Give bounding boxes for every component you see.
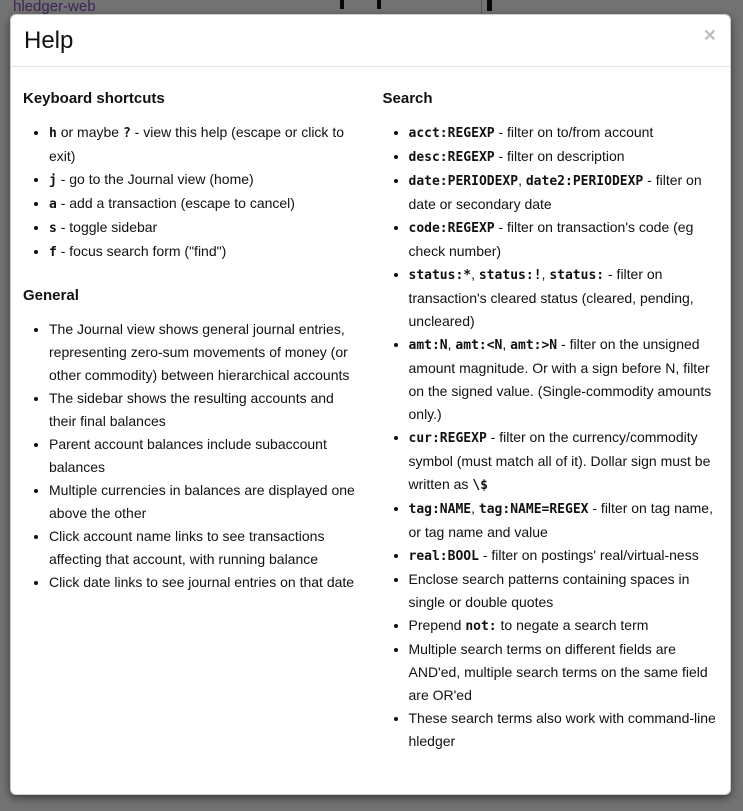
code-term: status: bbox=[549, 268, 605, 283]
help-list bbox=[23, 318, 361, 594]
code-term: desc:REGEXP bbox=[408, 150, 495, 165]
list-item: • Enclose search patterns containing spaces in single or double quotes bbox=[409, 568, 721, 614]
list-item: • Click date links to see journal entries on that date bbox=[49, 571, 361, 594]
close-button[interactable] bbox=[704, 25, 716, 46]
list-item: • status:*, status:!, status: - filter on transaction's cleared status (cleared, pending, uncleared) bbox=[409, 263, 721, 333]
list-item: • The sidebar shows the resulting accounts and their final balances bbox=[49, 387, 361, 433]
code-term: f bbox=[49, 245, 57, 260]
code-term: \$ bbox=[472, 478, 488, 493]
list-item: • real:BOOL - filter on postings' real/virtual-ness bbox=[409, 544, 721, 568]
code-term: s bbox=[49, 221, 57, 236]
code-term: cur:REGEXP bbox=[408, 431, 487, 446]
section-heading: Keyboard shortcuts bbox=[23, 90, 165, 107]
help-column-left bbox=[11, 79, 371, 616]
help-column-right bbox=[371, 79, 731, 775]
help-modal bbox=[10, 14, 731, 795]
list-item: • f - focus search form ("find") bbox=[49, 240, 361, 264]
list-item: • cur:REGEXP - filter on the currency/commodity symbol (must match all of it). Dollar sign must be written as \$ bbox=[409, 426, 721, 497]
code-term: date:PERIODEXP bbox=[408, 174, 519, 189]
list-item: • Multiple currencies in balances are displayed one above the other bbox=[49, 479, 361, 525]
code-term: j bbox=[49, 173, 57, 188]
code-term: status:! bbox=[478, 268, 542, 283]
modal-header bbox=[11, 15, 730, 67]
code-term: amt:N bbox=[408, 338, 448, 353]
list-item: • a - add a transaction (escape to cancel) bbox=[49, 192, 361, 216]
list-item: • s - toggle sidebar bbox=[49, 216, 361, 240]
code-term: code:REGEXP bbox=[408, 221, 495, 236]
list-item: • acct:REGEXP - filter on to/from account bbox=[409, 121, 721, 145]
code-term: tag:NAME=REGEX bbox=[478, 502, 589, 517]
code-term: tag:NAME bbox=[408, 502, 472, 517]
close-icon: × bbox=[703, 24, 716, 47]
help-list bbox=[23, 121, 361, 264]
list-item: • Parent account balances include subaccount balances bbox=[49, 433, 361, 479]
modal-body bbox=[11, 67, 730, 785]
list-item: • Prepend not: to negate a search term bbox=[409, 614, 721, 638]
list-item: • date:PERIODEXP, date2:PERIODEXP - filter on date or secondary date bbox=[409, 169, 721, 216]
code-term: acct:REGEXP bbox=[408, 126, 495, 141]
code-term: real:BOOL bbox=[408, 549, 479, 564]
list-item: • desc:REGEXP - filter on description bbox=[409, 145, 721, 169]
list-item: • tag:NAME, tag:NAME=REGEX - filter on tag name, or tag name and value bbox=[409, 497, 721, 544]
list-item: • h or maybe ? - view this help (escape or click to exit) bbox=[49, 121, 361, 168]
list-item: • code:REGEXP - filter on transaction's code (eg check number) bbox=[409, 216, 721, 263]
list-item: • j - go to the Journal view (home) bbox=[49, 168, 361, 192]
help-list bbox=[383, 121, 721, 753]
list-item: • Click account name links to see transactions affecting that account, with running balance bbox=[49, 525, 361, 571]
code-term: h bbox=[49, 126, 57, 141]
modal-title: Help bbox=[24, 27, 74, 54]
section-heading: Search bbox=[382, 90, 433, 107]
code-term: a bbox=[49, 197, 57, 212]
code-term: date2:PERIODEXP bbox=[525, 174, 644, 189]
code-term: amt:>N bbox=[510, 338, 558, 353]
code-term: ? bbox=[122, 126, 131, 141]
list-item: • The Journal view shows general journal entries, representing zero-sum movements of money (or other commodity) between hierarchical accounts bbox=[49, 318, 361, 387]
code-term: status:* bbox=[408, 268, 472, 283]
code-term: amt:<N bbox=[455, 338, 503, 353]
list-item: • These search terms also work with command-line hledger bbox=[409, 707, 721, 753]
code-term: not: bbox=[465, 619, 497, 634]
section-heading: General bbox=[23, 287, 79, 304]
list-item: • Multiple search terms on different fields are AND'ed, multiple search terms on the same field are OR'ed bbox=[409, 638, 721, 707]
list-item: • amt:N, amt:<N, amt:>N - filter on the unsigned amount magnitude. Or with a sign before N, filter on the signed value. (Single-commodity amounts only.) bbox=[409, 333, 721, 426]
